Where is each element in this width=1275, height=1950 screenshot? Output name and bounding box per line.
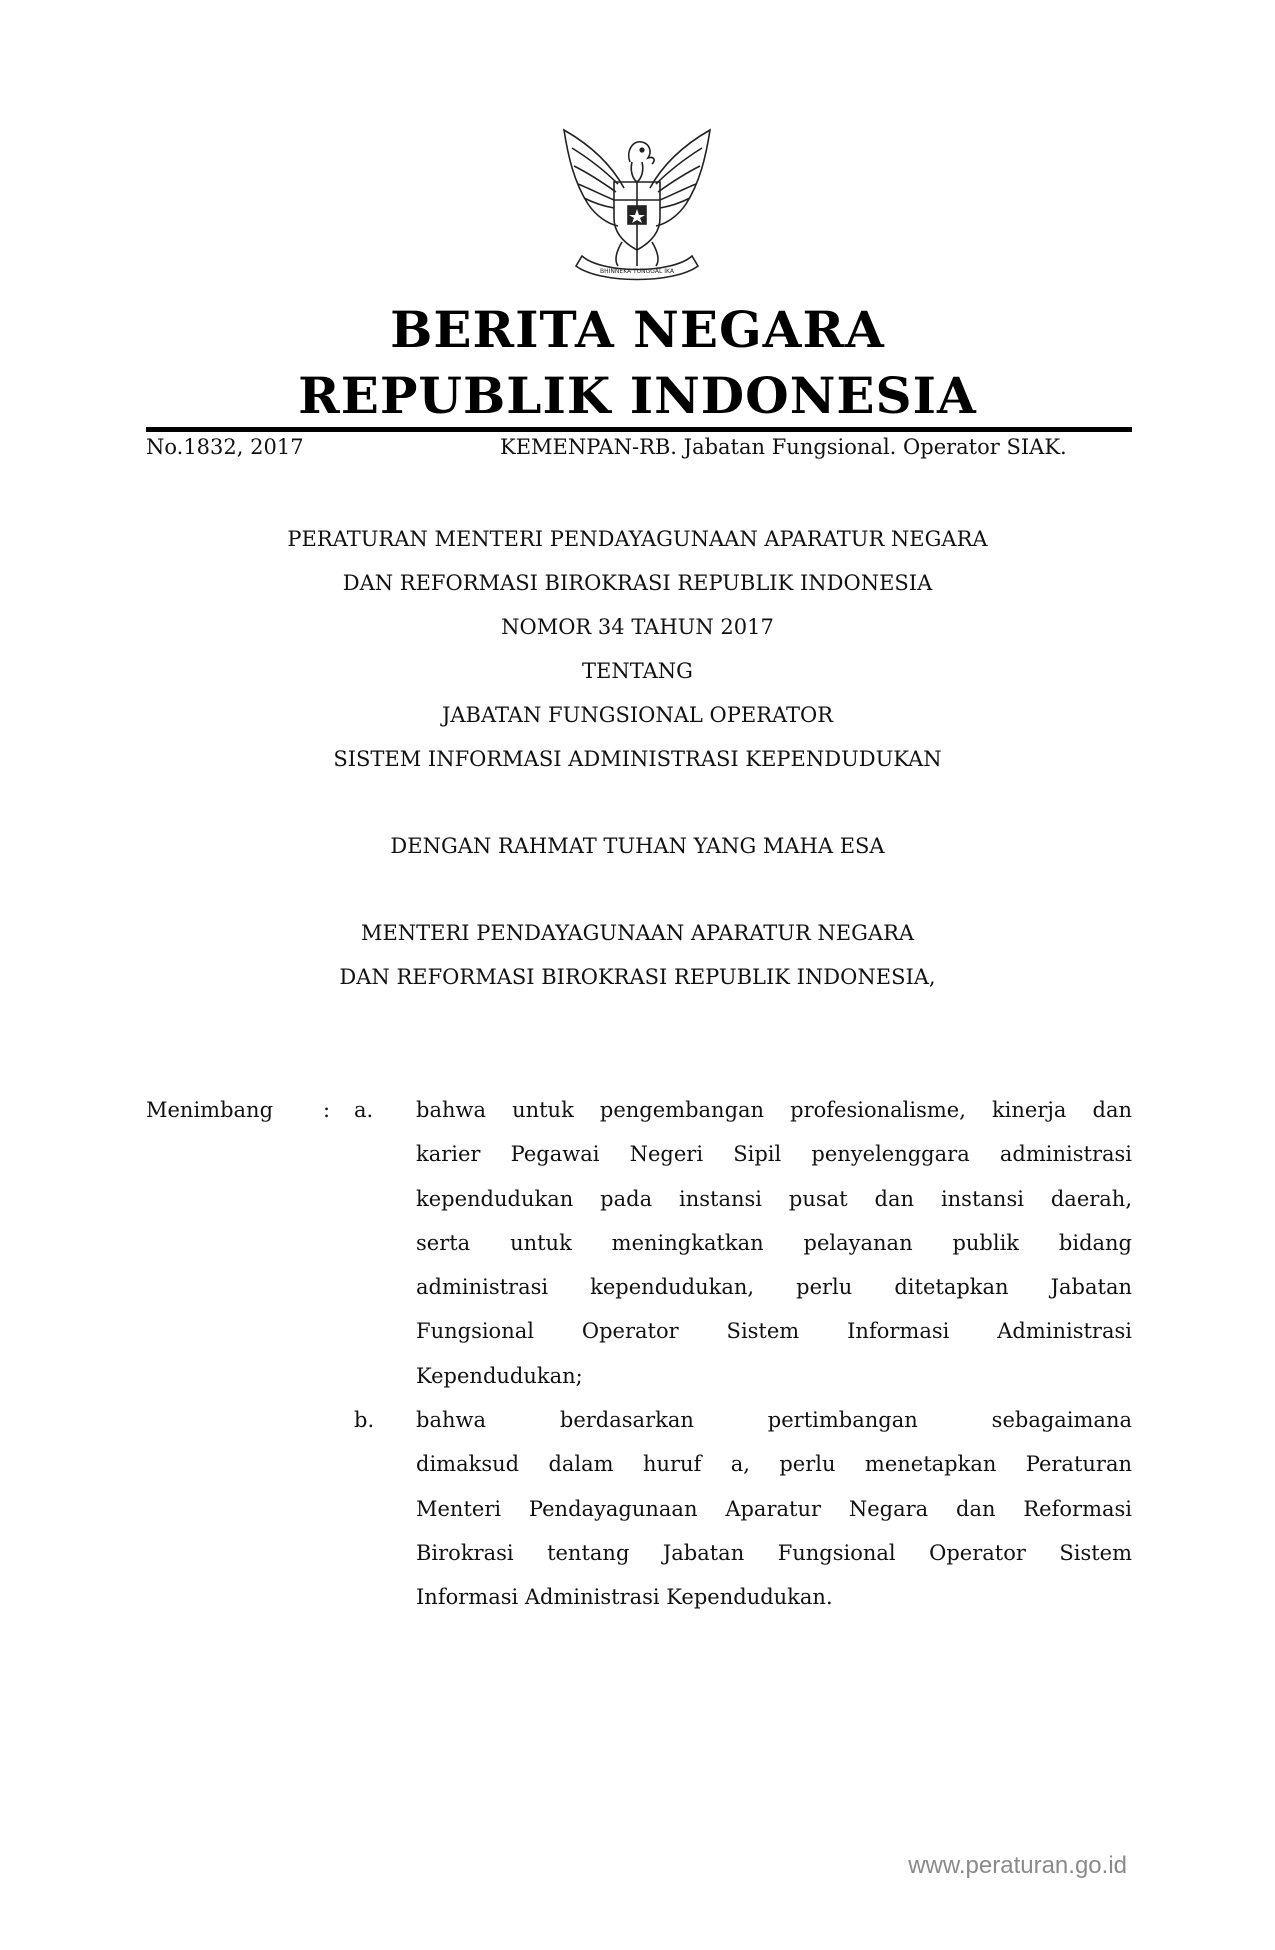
issue-number: No.1832, 2017 <box>146 435 304 459</box>
item-marker: a. <box>354 1098 374 1122</box>
item-line: Menteri Pendayagunaan Aparatur Negara dan Reformasi <box>416 1496 1132 1521</box>
item-line: Informasi Administrasi Kependudukan. <box>416 1585 833 1610</box>
title-line: SISTEM INFORMASI ADMINISTRASI KEPENDUDUKAN <box>333 747 942 771</box>
invocation <box>0 824 1275 868</box>
issue-subject: KEMENPAN-RB. Jabatan Fungsional. Operator SIAK. <box>500 435 1067 459</box>
title-line: JABATAN FUNGSIONAL OPERATOR <box>441 703 834 727</box>
title-line: NOMOR 34 TAHUN 2017 <box>501 615 774 639</box>
svg-text:BHINNEKA TUNGGAL IKA: BHINNEKA TUNGGAL IKA <box>600 268 674 275</box>
item-line: Birokrasi tentang Jabatan Fungsional Operator Sistem <box>416 1540 1132 1565</box>
item-line: Fungsional Operator Sistem Informasi Administrasi <box>416 1319 1132 1344</box>
invocation-line: DENGAN RAHMAT TUHAN YANG MAHA ESA <box>390 834 885 858</box>
item-marker: b. <box>354 1408 375 1432</box>
considering-label: Menimbang <box>146 1098 274 1122</box>
item-line: administrasi kependudukan, perlu ditetapkan Jabatan <box>416 1275 1132 1300</box>
footer-website-link[interactable]: www.peraturan.go.id <box>908 1852 1127 1879</box>
item-line: bahwa berdasarkan pertimbangan sebagaimana <box>416 1408 1132 1432</box>
masthead-subtitle: REPUBLIK INDONESIA <box>298 366 977 425</box>
item-line: serta untuk meningkatkan pelayanan publik bidang <box>416 1230 1132 1255</box>
considering-item <box>416 1088 1132 1398</box>
issuing-authority <box>0 911 1275 999</box>
item-line: bahwa untuk pengembangan profesionalisme, kinerja dan <box>416 1098 1132 1122</box>
authority-line: MENTERI PENDAYAGUNAAN APARATUR NEGARA <box>360 921 915 945</box>
considering-colon: : <box>323 1098 331 1122</box>
title-line: TENTANG <box>582 659 693 683</box>
item-line: Kependudukan; <box>416 1363 583 1388</box>
regulation-title <box>0 517 1275 781</box>
item-line: dimaksud dalam huruf a, perlu menetapkan Peraturan <box>416 1452 1132 1477</box>
item-line: karier Pegawai Negeri Sipil penyelenggara administrasi <box>416 1142 1132 1167</box>
considering-item <box>416 1398 1132 1619</box>
authority-line: DAN REFORMASI BIROKRASI REPUBLIK INDONESIA, <box>339 965 936 989</box>
title-line: PERATURAN MENTERI PENDAYAGUNAAN APARATUR NEGARA <box>287 527 988 551</box>
title-line: DAN REFORMASI BIROKRASI REPUBLIK INDONESIA <box>342 571 933 595</box>
item-line: kependudukan pada instansi pusat dan instansi daerah, <box>416 1186 1132 1211</box>
garuda-emblem-icon <box>552 126 722 284</box>
masthead-title: BERITA NEGARA <box>390 300 885 359</box>
